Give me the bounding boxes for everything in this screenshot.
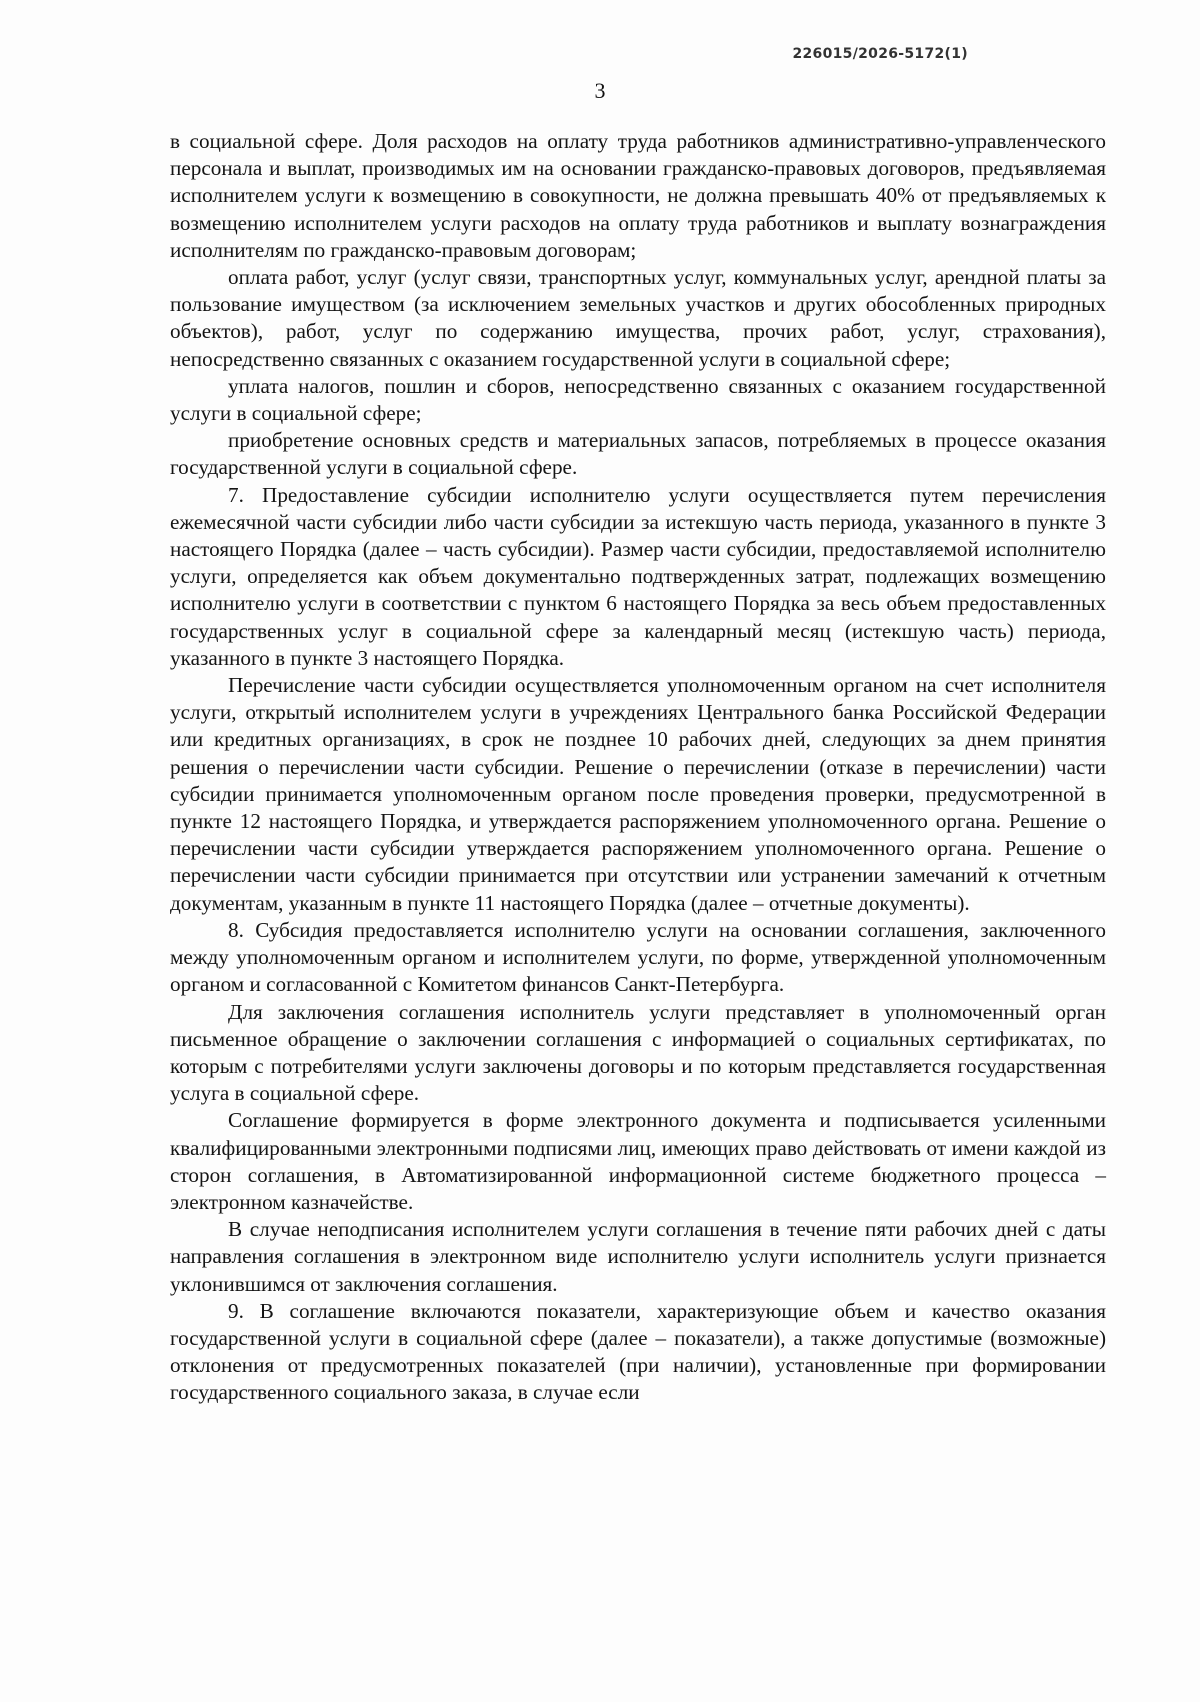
paragraph-non-signing: В случае неподписания исполнителем услуги соглашения в течение пяти рабочих дней с даты направления соглашения в электронном виде исполнителю услуги исполнитель услуги признается уклонившимся от заключения соглашения.: [170, 1217, 1106, 1296]
document-body: [170, 128, 1106, 1407]
paragraph-taxes: уплата налогов, пошлин и сборов, непосредственно связанных с оказанием государственной услуги в социальной сфере;: [170, 373, 1106, 426]
paragraph-clause-8: 8. Субсидия предоставляется исполнителю услуги на основании соглашения, заключенного между уполномоченным органом и исполнителем услуги, по форме, утвержденной уполномоченным органом и согласованной с Комитетом финансов Санкт-Петербурга.: [170, 917, 1106, 997]
page-number: 3: [594, 78, 606, 103]
paragraph-clause-7: 7. Предоставление субсидии исполнителю услуги осуществляется путем перечисления ежемесячной части субсидии либо части субсидии за истекшую часть периода, указанного в пункте 3 настоящего Порядка (далее – часть субсидии). Размер части субсидии, предоставляемой исполнителю услуги, определяется как объем документально подтвержденных затрат, подлежащих возмещению исполнителю услуги в соответствии с пунктом 6 настоящего Порядка за весь объем предоставленных государственных услуг в социальной сфере за календарный месяц (истекшую часть) периода, указанного в пункте 3 настоящего Порядка.: [170, 482, 1106, 670]
document-registration-number: 226015/2026-5172(1): [792, 46, 968, 62]
paragraph-clause-9: 9. В соглашение включаются показатели, характеризующие объем и качество оказания государственной услуги в социальной сфере (далее – показатели), а также допустимые (возможные) отклонения от предусмотренных показателей (при наличии), установленные при формировании государственного социального заказа, в случае если: [170, 1298, 1106, 1405]
paragraph-fixed-assets: приобретение основных средств и материальных запасов, потребляемых в процессе оказания государственной услуги в социальной сфере.: [170, 428, 1106, 480]
paragraph-agreement-form: Соглашение формируется в форме электронного документа и подписывается усиленными квалифицированными электронными подписями лиц, имеющих право действовать от имени каждой из сторон соглашения, в Автоматизированной информационной системе бюджетного процесса – электронном казначействе.: [170, 1108, 1106, 1214]
paragraph-subsidy-transfer: Перечисление части субсидии осуществляется уполномоченным органом на счет исполнителя услуги, открытый исполнителем услуги в учреждениях Центрального банка Российской Федерации или кредитных организациях, в срок не позднее 10 рабочих дней, следующих за днем принятия решения о перечислении части субсидии. Решение о перечислении (отказе в перечислении) части субсидии принимается уполномоченным органом после проведения проверки, предусмотренной в пункте 12 настоящего Порядка, и утверждается распоряжением уполномоченного органа. Решение о перечислении части субсидии утверждается распоряжением уполномоченного органа. Решение о перечислении части субсидии принимается при отсутствии или устранении замечаний к отчетным документам, указанным в пункте 11 настоящего Порядка (далее – отчетные документы).: [170, 673, 1106, 915]
paragraph-agreement-request: Для заключения соглашения исполнитель услуги представляет в уполномоченный орган письменное обращение о заключении соглашения с информацией о социальных сертификатах, по которым с потребителями услуги заключены договоры и по которым представляется государственная услуга в социальной сфере.: [170, 999, 1106, 1106]
paragraph-continuation: в социальной сфере. Доля расходов на оплату труда работников административно-управленческого персонала и выплат, производимых им на основании гражданско-правовых договоров, предъявляемая исполнителем услуги к возмещению в совокупности, не должна превышать 40% от предъявляемых к возмещению исполнителем услуги расходов на оплату труда работников и выплату вознаграждения исполнителям по гражданско-правовым договорам;: [170, 129, 1106, 262]
paragraph-services-payment: оплата работ, услуг (услуг связи, транспортных услуг, коммунальных услуг, арендной платы за пользование имуществом (за исключением земельных участков и других обособленных природных объектов), работ, услуг по содержанию имущества, прочих работ, услуг, страхования), непосредственно связанных с оказанием государственной услуги в социальной сфере;: [170, 265, 1106, 371]
